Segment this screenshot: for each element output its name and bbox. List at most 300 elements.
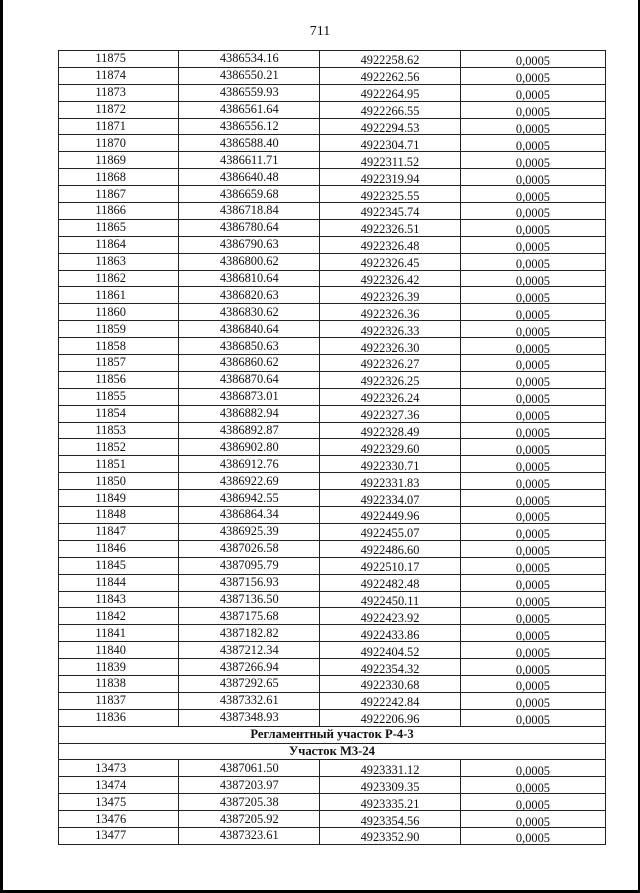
- value-cell: [460, 203, 605, 220]
- y-coordinate-cell: [320, 270, 461, 287]
- cell-text: 11838: [95, 676, 126, 691]
- cell-text: 4386820.63: [219, 287, 279, 302]
- table-body-sections: [59, 726, 606, 760]
- cell-text: 0,0005: [515, 122, 550, 136]
- cell-text: 11841: [95, 625, 126, 640]
- value-cell: [460, 67, 605, 84]
- x-coordinate-cell: [179, 709, 320, 726]
- point-number-cell: [59, 675, 179, 692]
- y-coordinate-cell: [320, 321, 461, 338]
- cell-text: 4922449.96: [360, 509, 420, 524]
- x-coordinate-cell: [179, 625, 320, 642]
- cell-text: 0,0005: [515, 409, 550, 424]
- cell-text: 4922510.17: [360, 560, 420, 575]
- table-row: [59, 371, 606, 388]
- point-number-cell: [59, 659, 179, 676]
- point-number-cell: [59, 371, 179, 388]
- cell-text: 0,0005: [515, 392, 550, 407]
- cell-text: 0,0005: [515, 257, 550, 272]
- x-coordinate-cell: [179, 507, 320, 524]
- table-row: [59, 219, 606, 236]
- point-number-cell: [59, 169, 179, 186]
- cell-text: 4922266.55: [360, 104, 420, 119]
- cell-text: 11848: [95, 507, 126, 522]
- value-cell: [460, 709, 605, 726]
- x-coordinate-cell: [179, 456, 320, 473]
- point-number-cell: [59, 523, 179, 540]
- y-coordinate-cell: [320, 557, 461, 574]
- point-number-cell: [59, 236, 179, 253]
- cell-text: 4922334.07: [360, 492, 420, 507]
- table-row: [59, 523, 606, 540]
- cell-text: 11849: [95, 490, 126, 505]
- x-coordinate-cell: [179, 270, 320, 287]
- y-coordinate-cell: [320, 507, 461, 524]
- point-number-cell: [59, 101, 179, 118]
- cell-text: 4386588.40: [219, 135, 279, 150]
- table-row: [59, 388, 606, 405]
- cell-text: 0,0005: [515, 172, 550, 187]
- cell-text: 4387203.97: [219, 777, 279, 792]
- table-row: [59, 422, 606, 439]
- cell-text: 0,0005: [515, 662, 550, 677]
- table-row: [59, 827, 606, 844]
- value-cell: [460, 152, 605, 169]
- value-cell: [460, 574, 605, 591]
- value-cell: [460, 84, 605, 101]
- cell-text: 0,0005: [515, 307, 550, 322]
- table-row: [59, 659, 606, 676]
- cell-text: 0,0005: [515, 206, 550, 221]
- table-row: [59, 591, 606, 608]
- cell-text: 11858: [95, 338, 126, 353]
- point-number-cell: [59, 287, 179, 304]
- value-cell: [460, 338, 605, 355]
- x-coordinate-cell: [179, 388, 320, 405]
- x-coordinate-cell: [179, 338, 320, 355]
- y-coordinate-cell: [320, 625, 461, 642]
- value-cell: [460, 118, 605, 135]
- cell-text: 4922331.83: [360, 475, 420, 490]
- value-cell: [460, 355, 605, 372]
- cell-text: 4923331.12: [360, 762, 420, 777]
- cell-text: 4922304.71: [360, 137, 420, 152]
- x-coordinate-cell: [179, 152, 320, 169]
- cell-text: 4922326.48: [360, 239, 420, 254]
- x-coordinate-cell: [179, 557, 320, 574]
- cell-text: 4386902.80: [219, 439, 279, 454]
- cell-text: 4386659.68: [219, 186, 279, 201]
- value-cell: [460, 422, 605, 439]
- value-cell: [460, 625, 605, 642]
- cell-text: 0,0005: [515, 831, 550, 846]
- cell-text: 0,0005: [515, 105, 550, 120]
- cell-text: 4922326.24: [360, 391, 420, 406]
- y-coordinate-cell: [320, 642, 461, 659]
- cell-text: 4922354.32: [360, 661, 420, 676]
- cell-text: 4386640.48: [219, 169, 279, 184]
- value-cell: [460, 642, 605, 659]
- table-row: [59, 608, 606, 625]
- point-number-cell: [59, 84, 179, 101]
- table-row: [59, 777, 606, 794]
- value-cell: [460, 236, 605, 253]
- value-cell: [460, 777, 605, 794]
- y-coordinate-cell: [320, 253, 461, 270]
- point-number-cell: [59, 439, 179, 456]
- section-row: [59, 726, 606, 743]
- cell-text: 0,0005: [515, 459, 550, 474]
- value-cell: [460, 827, 605, 844]
- cell-text: 4387156.93: [219, 575, 279, 590]
- value-cell: [460, 473, 605, 490]
- cell-text: 11870: [95, 135, 126, 150]
- point-number-cell: [59, 574, 179, 591]
- x-coordinate-cell: [179, 355, 320, 372]
- y-coordinate-cell: [320, 203, 461, 220]
- cell-text: 4922326.42: [360, 273, 420, 288]
- value-cell: [460, 794, 605, 811]
- cell-text: 4922325.55: [360, 188, 420, 203]
- value-cell: [460, 659, 605, 676]
- point-number-cell: [59, 321, 179, 338]
- cell-text: 4386850.63: [219, 338, 279, 353]
- x-coordinate-cell: [179, 794, 320, 811]
- value-cell: [460, 540, 605, 557]
- cell-text: 4922327.36: [360, 408, 420, 423]
- value-cell: [460, 270, 605, 287]
- cell-text: 0,0005: [515, 611, 550, 626]
- cell-text: 4922206.96: [360, 712, 420, 727]
- x-coordinate-cell: [179, 203, 320, 220]
- cell-text: 0,0005: [515, 189, 550, 204]
- value-cell: [460, 253, 605, 270]
- cell-text: 11863: [95, 254, 126, 269]
- x-coordinate-cell: [179, 135, 320, 152]
- table-row: [59, 270, 606, 287]
- value-cell: [460, 371, 605, 388]
- cell-text: 11847: [95, 524, 126, 539]
- cell-text: 11864: [95, 237, 126, 252]
- cell-text: 0,0005: [515, 713, 550, 728]
- cell-text: 0,0005: [515, 696, 550, 711]
- cell-text: 11854: [95, 406, 126, 421]
- x-coordinate-cell: [179, 118, 320, 135]
- x-coordinate-cell: [179, 692, 320, 709]
- cell-text: 13474: [95, 777, 127, 792]
- y-coordinate-cell: [320, 608, 461, 625]
- cell-text: 4922345.74: [360, 205, 420, 220]
- cell-text: 4386830.62: [219, 304, 279, 319]
- value-cell: [460, 321, 605, 338]
- cell-text: 13477: [95, 828, 127, 843]
- cell-text: 4386561.64: [219, 102, 279, 117]
- cell-text: 11850: [95, 473, 126, 488]
- section-title-plot: Участок М3-24: [59, 743, 606, 760]
- x-coordinate-cell: [179, 523, 320, 540]
- x-coordinate-cell: [179, 642, 320, 659]
- cell-text: 0,0005: [515, 341, 550, 356]
- y-coordinate-cell: [320, 574, 461, 591]
- cell-text: 4923352.90: [360, 830, 420, 845]
- value-cell: [460, 760, 605, 777]
- value-cell: [460, 675, 605, 692]
- cell-text: 11837: [95, 693, 126, 708]
- point-number-cell: [59, 473, 179, 490]
- value-cell: [460, 405, 605, 422]
- y-coordinate-cell: [320, 405, 461, 422]
- table-row: [59, 473, 606, 490]
- cell-text: 4387136.50: [219, 591, 279, 606]
- value-cell: [460, 304, 605, 321]
- x-coordinate-cell: [179, 321, 320, 338]
- y-coordinate-cell: [320, 51, 461, 68]
- x-coordinate-cell: [179, 574, 320, 591]
- cell-text: 11845: [95, 558, 126, 573]
- cell-text: 11852: [95, 439, 126, 454]
- cell-text: 4387175.68: [219, 608, 279, 623]
- cell-text: 11842: [95, 608, 126, 623]
- cell-text: 4387348.93: [219, 710, 279, 725]
- cell-text: 4387332.61: [219, 693, 279, 708]
- cell-text: 11856: [95, 372, 126, 387]
- cell-text: 4386860.62: [219, 355, 279, 370]
- cell-text: 11846: [95, 541, 126, 556]
- y-coordinate-cell: [320, 794, 461, 811]
- x-coordinate-cell: [179, 304, 320, 321]
- value-cell: [460, 287, 605, 304]
- point-number-cell: [59, 338, 179, 355]
- cell-text: 4922329.60: [360, 441, 420, 456]
- x-coordinate-cell: [179, 219, 320, 236]
- x-coordinate-cell: [179, 236, 320, 253]
- coordinates-table: [58, 50, 606, 845]
- cell-text: 4922450.11: [360, 593, 420, 608]
- cell-text: 4386534.16: [219, 51, 279, 66]
- y-coordinate-cell: [320, 118, 461, 135]
- y-coordinate-cell: [320, 456, 461, 473]
- y-coordinate-cell: [320, 760, 461, 777]
- cell-text: 0,0005: [515, 594, 550, 609]
- cell-text: 11836: [95, 710, 126, 725]
- cell-text: 4922258.62: [360, 53, 420, 68]
- cell-text: 0,0005: [515, 442, 550, 457]
- cell-text: 4386925.39: [219, 524, 279, 539]
- cell-text: 11859: [95, 321, 126, 336]
- table-row: [59, 557, 606, 574]
- cell-text: 4922326.36: [360, 306, 420, 321]
- cell-text: 0,0005: [515, 71, 550, 86]
- cell-text: 4922433.86: [360, 627, 420, 642]
- point-number-cell: [59, 456, 179, 473]
- point-number-cell: [59, 811, 179, 828]
- y-coordinate-cell: [320, 540, 461, 557]
- cell-text: 4922326.33: [360, 323, 420, 338]
- x-coordinate-cell: [179, 51, 320, 68]
- value-cell: [460, 169, 605, 186]
- cell-text: 0,0005: [515, 780, 550, 795]
- x-coordinate-cell: [179, 84, 320, 101]
- table-row: [59, 540, 606, 557]
- point-number-cell: [59, 270, 179, 287]
- point-number-cell: [59, 709, 179, 726]
- value-cell: [460, 439, 605, 456]
- cell-text: 11844: [95, 575, 126, 590]
- value-cell: [460, 51, 605, 68]
- y-coordinate-cell: [320, 709, 461, 726]
- cell-text: 0,0005: [515, 814, 550, 829]
- table-row: [59, 84, 606, 101]
- x-coordinate-cell: [179, 169, 320, 186]
- point-number-cell: [59, 186, 179, 203]
- cell-text: 4386840.64: [219, 321, 279, 336]
- x-coordinate-cell: [179, 287, 320, 304]
- cell-text: 0,0005: [515, 578, 550, 593]
- cell-text: 4387323.61: [219, 828, 279, 843]
- cell-text: 4922455.07: [360, 526, 420, 541]
- point-number-cell: [59, 118, 179, 135]
- point-number-cell: [59, 304, 179, 321]
- table-row: [59, 675, 606, 692]
- cell-text: 0,0005: [515, 155, 550, 170]
- cell-text: 11872: [95, 102, 126, 117]
- cell-text: 4923309.35: [360, 779, 420, 794]
- cell-text: 11857: [95, 355, 126, 370]
- cell-text: 0,0005: [515, 375, 550, 390]
- cell-text: 11853: [95, 423, 126, 438]
- y-coordinate-cell: [320, 692, 461, 709]
- point-number-cell: [59, 777, 179, 794]
- cell-text: 0,0005: [515, 138, 550, 153]
- x-coordinate-cell: [179, 827, 320, 844]
- table-row: [59, 625, 606, 642]
- cell-text: 4922326.39: [360, 289, 420, 304]
- y-coordinate-cell: [320, 523, 461, 540]
- cell-text: 4386550.21: [219, 68, 279, 83]
- x-coordinate-cell: [179, 608, 320, 625]
- point-number-cell: [59, 557, 179, 574]
- table-row: [59, 507, 606, 524]
- y-coordinate-cell: [320, 84, 461, 101]
- cell-text: 0,0005: [515, 358, 550, 373]
- cell-text: 11843: [95, 591, 126, 606]
- x-coordinate-cell: [179, 811, 320, 828]
- cell-text: 0,0005: [515, 561, 550, 576]
- cell-text: 4386873.01: [219, 389, 279, 404]
- table-row: [59, 304, 606, 321]
- cell-text: 4386559.93: [219, 85, 279, 100]
- cell-text: 4386780.64: [219, 220, 279, 235]
- cell-text: 4386942.55: [219, 490, 279, 505]
- cell-text: 0,0005: [515, 527, 550, 542]
- y-coordinate-cell: [320, 338, 461, 355]
- cell-text: 4387266.94: [219, 659, 279, 674]
- y-coordinate-cell: [320, 219, 461, 236]
- cell-text: 4923335.21: [360, 796, 420, 811]
- point-number-cell: [59, 642, 179, 659]
- table-body-plot: [59, 760, 606, 844]
- point-number-cell: [59, 827, 179, 844]
- cell-text: 11851: [95, 456, 126, 471]
- table-row: [59, 152, 606, 169]
- table-row: [59, 355, 606, 372]
- cell-text: 11871: [95, 119, 126, 133]
- table-row: [59, 760, 606, 777]
- table-row: [59, 118, 606, 135]
- table-row: [59, 811, 606, 828]
- value-cell: [460, 219, 605, 236]
- y-coordinate-cell: [320, 287, 461, 304]
- cell-text: 11875: [95, 51, 126, 66]
- cell-text: 4922423.92: [360, 610, 420, 625]
- y-coordinate-cell: [320, 827, 461, 844]
- point-number-cell: [59, 355, 179, 372]
- cell-text: 4386864.34: [219, 507, 279, 522]
- cell-text: 11861: [95, 287, 126, 302]
- cell-text: 4922294.53: [360, 121, 420, 135]
- cell-text: 4386718.84: [219, 203, 279, 218]
- x-coordinate-cell: [179, 540, 320, 557]
- point-number-cell: [59, 422, 179, 439]
- cell-text: 11869: [95, 152, 126, 167]
- cell-text: 4922482.48: [360, 577, 420, 592]
- value-cell: [460, 456, 605, 473]
- cell-text: 11860: [95, 304, 126, 319]
- cell-text: 0,0005: [515, 797, 550, 812]
- cell-text: 11865: [95, 220, 126, 235]
- cell-text: 0,0005: [515, 274, 550, 289]
- table-row: [59, 203, 606, 220]
- y-coordinate-cell: [320, 152, 461, 169]
- value-cell: [460, 591, 605, 608]
- cell-text: 4922328.49: [360, 425, 420, 440]
- value-cell: [460, 186, 605, 203]
- y-coordinate-cell: [320, 388, 461, 405]
- cell-text: 0,0005: [515, 628, 550, 643]
- y-coordinate-cell: [320, 304, 461, 321]
- cell-text: 11840: [95, 642, 126, 657]
- value-cell: [460, 135, 605, 152]
- cell-text: 0,0005: [515, 88, 550, 103]
- cell-text: 4386922.69: [219, 473, 279, 488]
- point-number-cell: [59, 760, 179, 777]
- x-coordinate-cell: [179, 67, 320, 84]
- cell-text: 4386556.12: [219, 119, 279, 133]
- table-row: [59, 338, 606, 355]
- x-coordinate-cell: [179, 490, 320, 507]
- cell-text: 0,0005: [515, 645, 550, 660]
- x-coordinate-cell: [179, 253, 320, 270]
- cell-text: 4922486.60: [360, 543, 420, 558]
- cell-text: 4923354.56: [360, 813, 420, 828]
- cell-text: 0,0005: [515, 493, 550, 508]
- cell-text: 4922404.52: [360, 644, 420, 659]
- point-number-cell: [59, 794, 179, 811]
- table-row: [59, 135, 606, 152]
- cell-text: 4386800.62: [219, 254, 279, 269]
- cell-text: 0,0005: [515, 476, 550, 491]
- value-cell: [460, 692, 605, 709]
- value-cell: [460, 507, 605, 524]
- y-coordinate-cell: [320, 135, 461, 152]
- cell-text: 4386810.64: [219, 271, 279, 286]
- table-row: [59, 709, 606, 726]
- cell-text: 11866: [95, 203, 126, 218]
- table-row: [59, 456, 606, 473]
- section-title-regulated: Регламентный участок Р-4-3: [59, 726, 606, 743]
- y-coordinate-cell: [320, 101, 461, 118]
- table-row: [59, 794, 606, 811]
